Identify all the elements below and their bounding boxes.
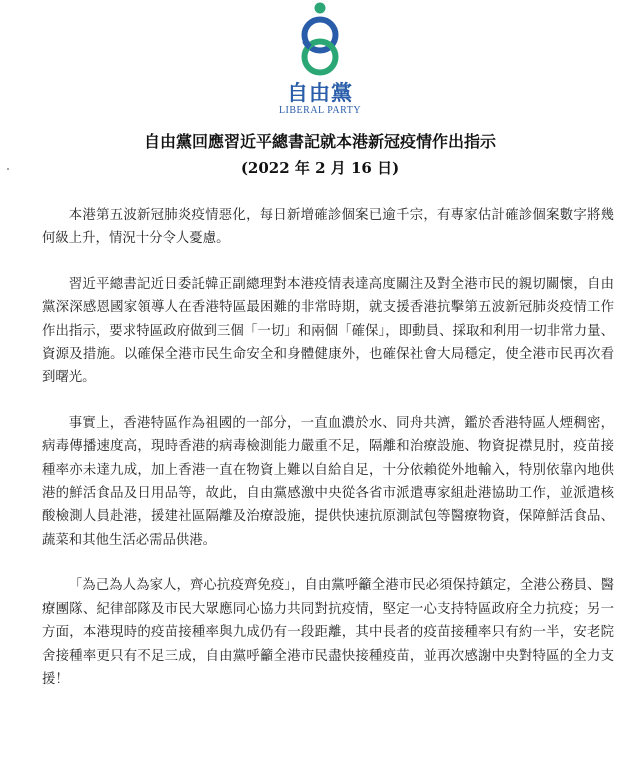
- logo-text-en: LIBERAL PARTY: [278, 105, 362, 116]
- margin-mark: [7, 168, 9, 170]
- paragraph-2: 習近平總書記近日委託韓正副總理對本港疫情表達高度關注及對全港市民的親切關懷，自由黨深深感恩國家領導人在香港特區最困難的非常時期，就支援香港抗擊第五波新冠肺炎疫情工作作出指示，要求特區政府做到三個「一切」和兩個「確保」，即動員、採取和利用一切非常力量、資源及措施。以確保全港市民生命安全和身體健康外，也確保社會大局穩定，使全港市民再次看到曙光。: [42, 276, 614, 386]
- paragraph-3: 事實上，香港特區作為祖國的一部分，一直血濃於水、同舟共濟，鑑於香港特區人煙稠密，病毒傳播速度高，現時香港的病毒檢測能力嚴重不足，隔離和治療設施、物資捉襟見肘，疫苗接種率亦未達九成，加上香港一直在物資上難以自給自足，十分依賴從外地輸入，特別依靠內地供港的鮮活食品及日用品等，故此，自由黨感激中央從各省市派遣專家組赴港協助工作，並派遣核酸檢測人員赴港，援建社區隔離及治療設施，提供快速抗原測試包等醫療物資，保障鮮活食品、蔬菜和其他生活必需品供港。: [42, 415, 614, 548]
- statement-date: (2022 年 2 月 16 日): [240, 159, 400, 177]
- logo: [0, 2, 640, 117]
- logo-text-zh: 自由黨: [287, 81, 353, 105]
- statement-body: [42, 204, 614, 713]
- liberal-party-rings-icon: [292, 2, 348, 80]
- paragraph-4: 「為己為人為家人，齊心抗疫齊免疫」，自由黨呼籲全港市民必須保持鎮定，全港公務員、醫療團隊、紀律部隊及市民大眾應同心協力共同對抗疫情，堅定一心支持特區政府全力抗疫；另一方面，本港現時的疫苗接種率與九成仍有一段距離，其中長者的疫苗接種率只有約一半，安老院舍接種率更只有不足三成，自由黨呼籲全港市民盡快接種疫苗，並再次感謝中央對特區的全力支援！: [42, 578, 614, 687]
- paragraph-1: 本港第五波新冠肺炎疫情惡化，每日新增確診個案已逾千宗，有專家估計確診個案數字將幾何級上升，情況十分令人憂慮。: [42, 208, 614, 247]
- page-title: 自由黨回應習近平總書記就本港新冠疫情作出指示: [143, 132, 496, 151]
